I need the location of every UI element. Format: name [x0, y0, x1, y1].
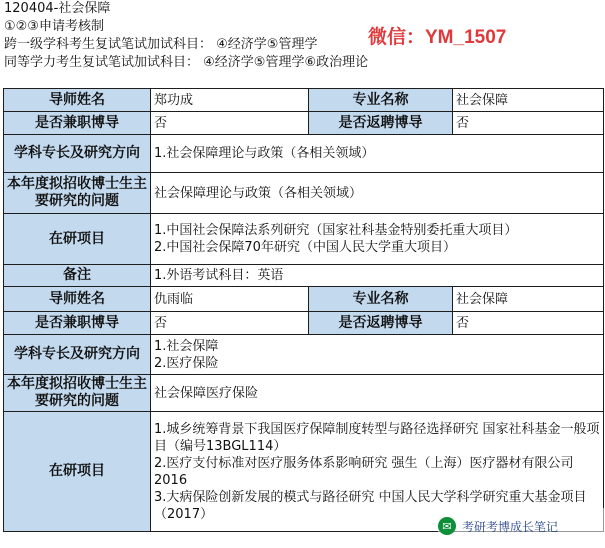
advisor-name-value: 郑功成 — [151, 89, 309, 112]
part-time-label: 是否兼职博导 — [4, 112, 151, 135]
project-item: 2.医疗支付标准对医疗服务体系影响研究 强生（上海）医疗器材有限公司 2016 — [154, 455, 574, 488]
part-time-label: 是否兼职博导 — [4, 312, 151, 335]
table-row — [4, 135, 604, 173]
expertise-item: 2.医疗保险 — [154, 355, 219, 371]
table-row — [4, 112, 604, 135]
expertise-label: 学科专长及研究方向 — [4, 135, 151, 173]
major-name-value: 社会保障 — [453, 287, 604, 312]
table-row — [4, 214, 604, 265]
advisor-name-label: 导师姓名 — [4, 287, 151, 312]
wechat-badge-icon: ✉ — [438, 517, 456, 535]
research-problem-value: 社会保障医疗保险 — [151, 375, 604, 412]
expertise-label: 学科专长及研究方向 — [4, 335, 151, 375]
remarks-value: 1.外语考试科目：英语 — [151, 265, 604, 287]
part-time-value: 否 — [151, 112, 309, 135]
projects-label: 在研项目 — [4, 412, 151, 532]
table-row — [4, 265, 604, 287]
rehired-label: 是否返聘博导 — [309, 312, 453, 335]
project-item: 3.大病保险创新发展的模式与路径研究 中国人民大学科学研究重大基金项目（2017） — [154, 489, 587, 522]
advisor-name-value: 仇雨临 — [151, 287, 309, 312]
expertise-value — [151, 135, 604, 173]
projects-value — [151, 214, 604, 265]
part-time-value: 否 — [151, 312, 309, 335]
admission-method: ①②③申请考核制 — [4, 19, 104, 34]
research-problem-label: 本年度拟招收博士生主要研究的问题 — [4, 173, 151, 214]
account-name: 考研考博成长笔记 — [462, 519, 559, 534]
program-code-title: 120404-社会保障 — [4, 1, 111, 16]
expertise-item: 1.社会保障 — [154, 338, 219, 354]
table-row — [4, 312, 604, 335]
wechat-account-logo — [438, 508, 605, 544]
major-name-label: 专业名称 — [309, 287, 453, 312]
project-item: 1.城乡统筹背景下我国医疗保障制度转型与路径选择研究 国家社科基金一般项目（编号13BGL114） — [154, 421, 600, 454]
project-item: 2.中国社会保障70年研究（中国人民大学重大项目） — [154, 240, 456, 255]
table-row — [4, 89, 604, 112]
equivalent-education-subjects: 同等学力考生复试笔试加试科目： ④经济学⑤管理学⑥政治理论 — [4, 55, 369, 70]
rehired-value: 否 — [453, 312, 604, 335]
cross-discipline-subjects: 跨一级学科考生复试笔试加试科目： ④经济学⑤管理学 — [4, 37, 318, 52]
research-problem-label: 本年度拟招收博士生主要研究的问题 — [4, 375, 151, 412]
expertise-value — [151, 335, 604, 375]
rehired-value: 否 — [453, 112, 604, 135]
projects-label: 在研项目 — [4, 214, 151, 265]
advisor-name-label: 导师姓名 — [4, 89, 151, 112]
project-item: 1.中国社会保障法系列研究（国家社科基金特别委托重大项目） — [154, 223, 518, 238]
remarks-label: 备注 — [4, 265, 151, 287]
rehired-label: 是否返聘博导 — [309, 112, 453, 135]
expertise-item: 1.社会保障理论与政策（各相关领域） — [154, 146, 375, 161]
table-row — [4, 287, 604, 312]
research-problem-value: 社会保障理论与政策（各相关领域） — [151, 173, 604, 214]
table-row — [4, 173, 604, 214]
table-row — [4, 335, 604, 375]
table-row — [4, 375, 604, 412]
wechat-watermark: 微信：YM_1507 — [368, 27, 507, 48]
major-name-value: 社会保障 — [453, 89, 604, 112]
advisor-table — [3, 88, 604, 532]
major-name-label: 专业名称 — [309, 89, 453, 112]
